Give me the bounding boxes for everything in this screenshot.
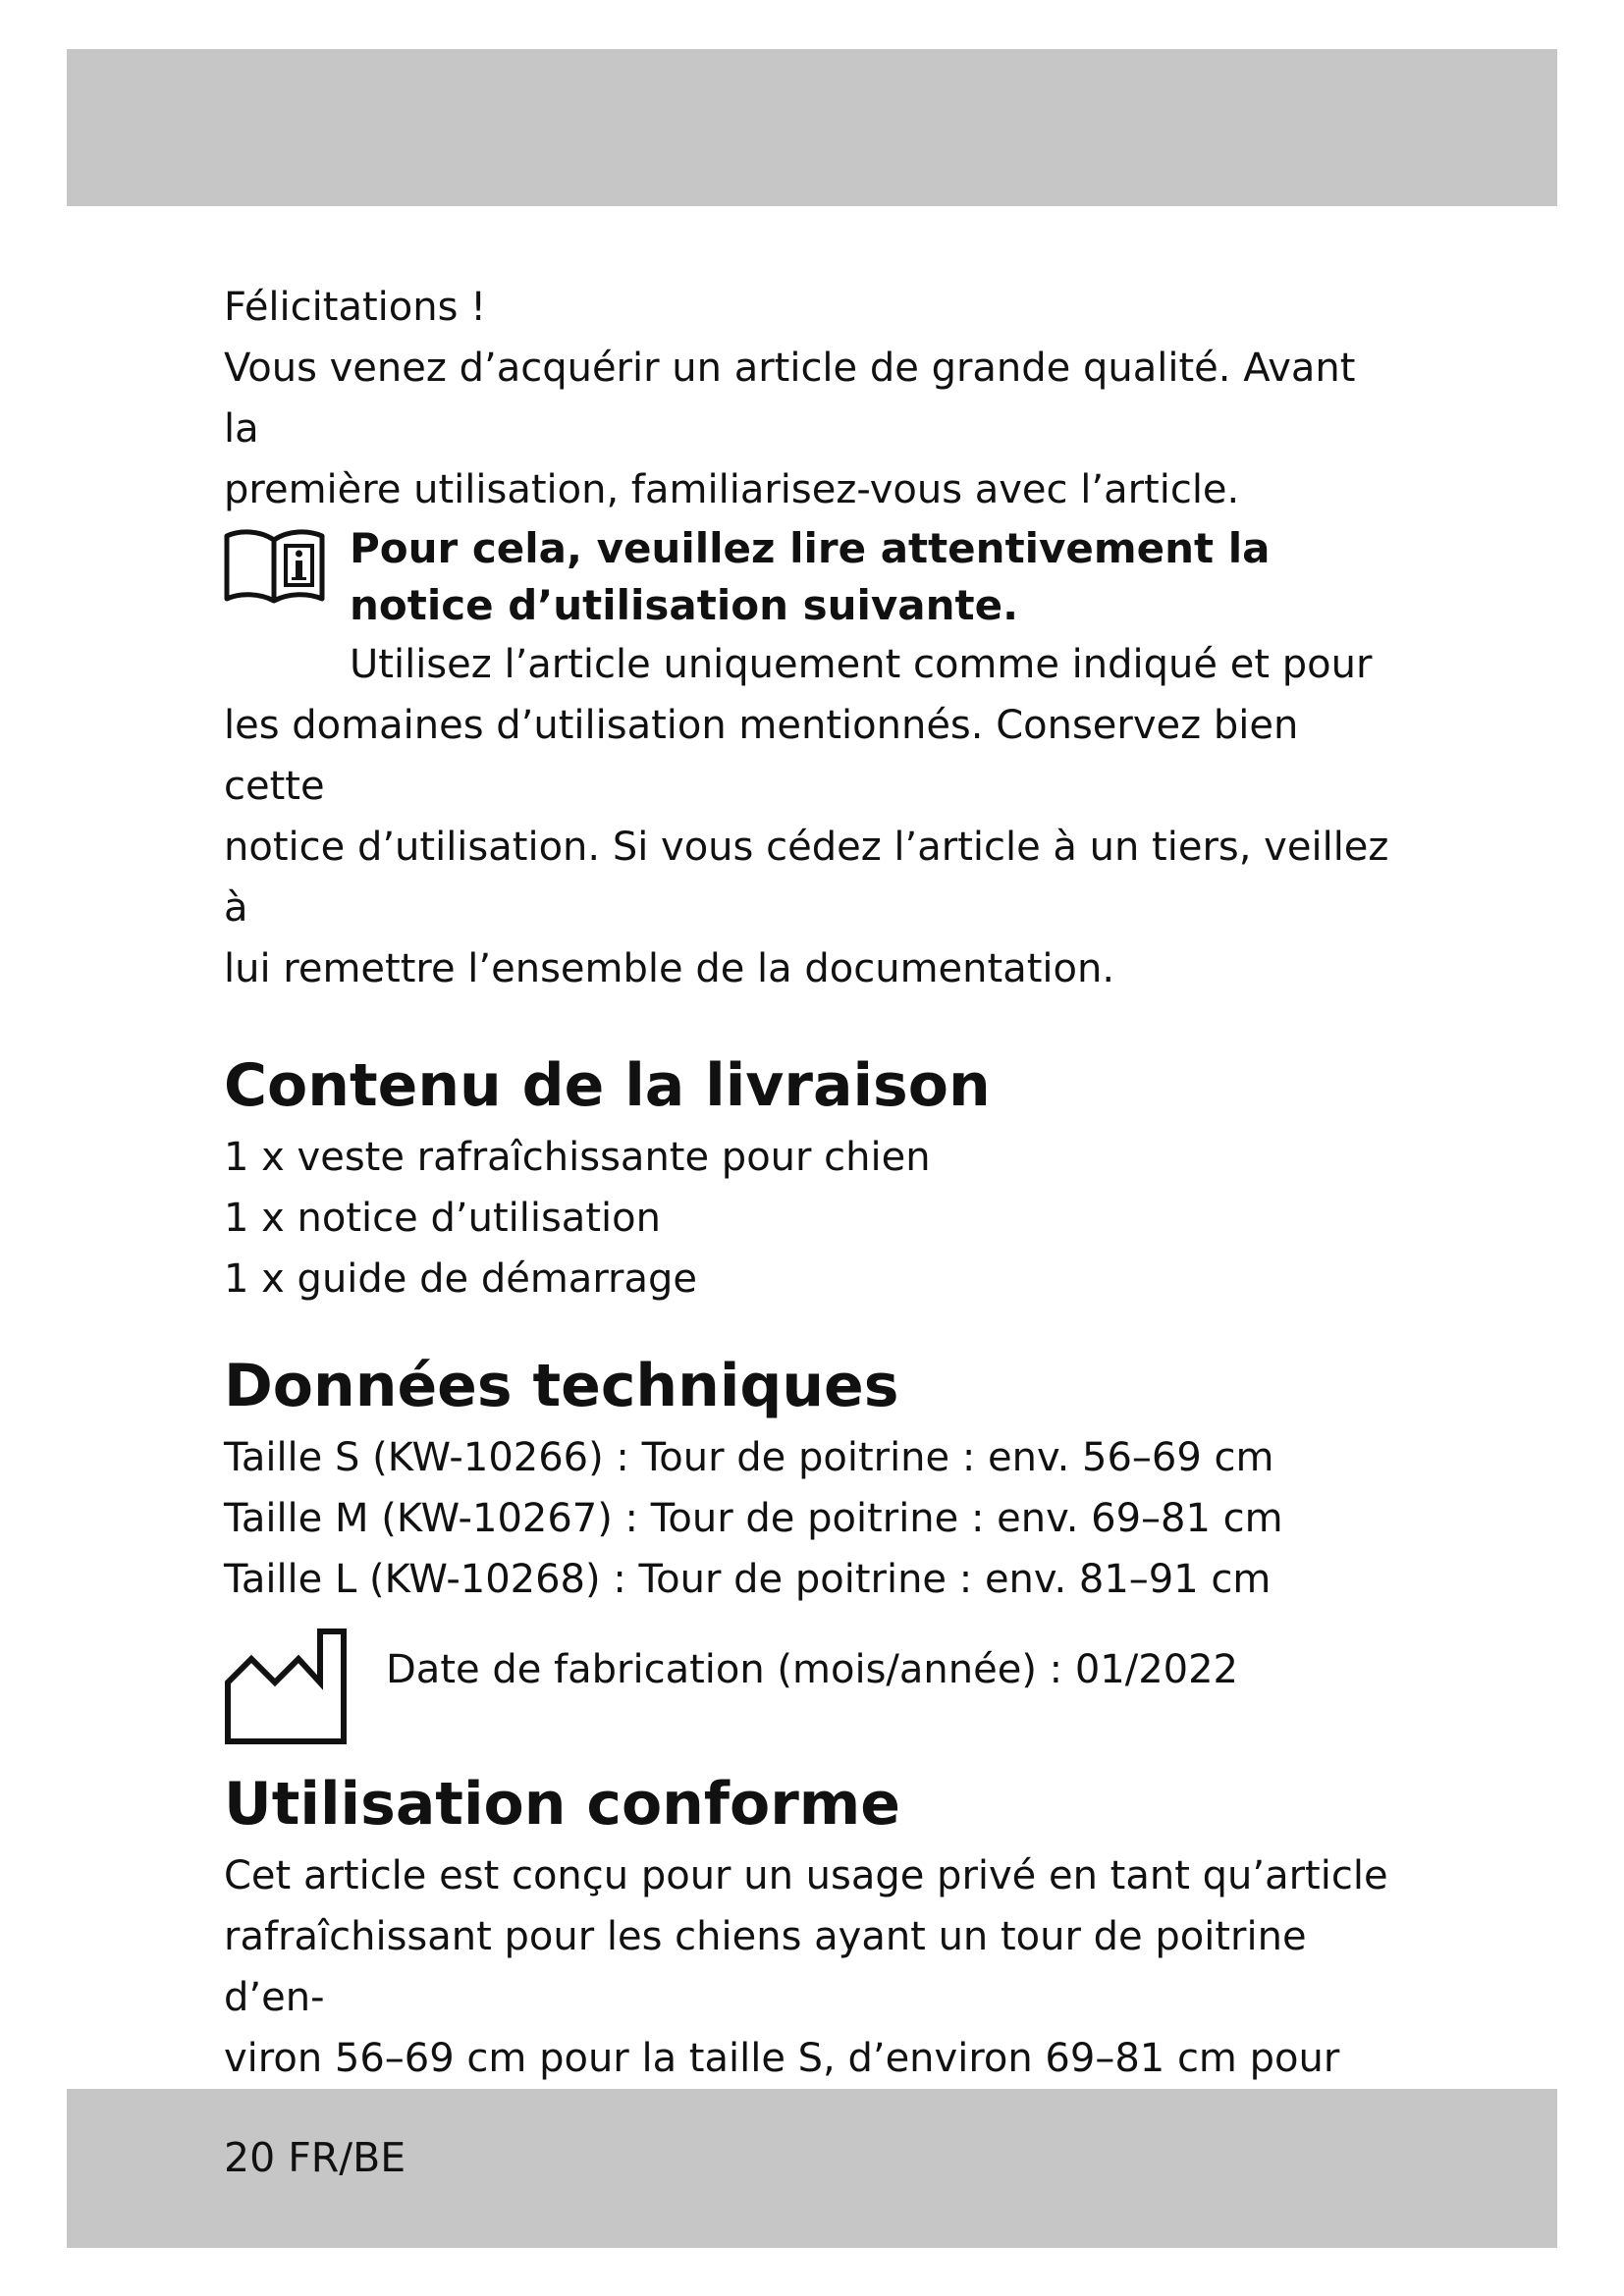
notice-paragraph-line: Utilisez l’article uniquement comme indiqué et pour xyxy=(350,642,1373,687)
list-item: 1 x guide de démarrage xyxy=(224,1256,698,1302)
usage-line: rafraîchissant pour les chiens ayant un tour de poitrine d’en- xyxy=(224,1914,1307,2020)
size-item: Taille S (KW-10266) : Tour de poitrine : env. 56–69 cm xyxy=(224,1435,1274,1480)
usage-line: viron 56–69 cm pour la taille S, d’environ 69–81 cm pour xyxy=(224,2036,1340,2081)
intro-line: première utilisation, familiarisez-vous avec l’article. xyxy=(224,467,1240,512)
greeting: Félicitations ! xyxy=(224,285,487,330)
section-heading-contenu: Contenu de la livraison xyxy=(224,1051,991,1120)
footer-band xyxy=(67,2089,1557,2248)
page-number: 20 FR/BE xyxy=(224,2134,406,2181)
intro-line: Vous venez d’acquérir un article de grande qualité. Avant la xyxy=(224,346,1356,452)
notice-paragraph-line: notice d’utilisation. Si vous cédez l’article à un tiers, veillez à xyxy=(224,825,1389,931)
list-item: 1 x veste rafraîchissante pour chien xyxy=(224,1135,931,1180)
header-band xyxy=(67,49,1557,206)
notice-bold-line: notice d’utilisation suivante. xyxy=(350,581,1019,629)
manufacture-date: Date de fabrication (mois/année) : 01/2022 xyxy=(386,1647,1239,1692)
list-item: 1 x notice d’utilisation xyxy=(224,1196,661,1241)
size-item: Taille M (KW-10267) : Tour de poitrine : env. 69–81 cm xyxy=(224,1496,1283,1541)
manufacture-date-row xyxy=(224,1628,1402,1745)
section-heading-donnees: Données techniques xyxy=(224,1352,899,1420)
notice-paragraph-line: lui remettre l’ensemble de la documentation. xyxy=(224,946,1115,991)
section-heading-utilisation: Utilisation conforme xyxy=(224,1770,901,1839)
notice-paragraph-line: les domaines d’utilisation mentionnés. Conservez bien cette xyxy=(224,703,1299,809)
notice-bold-line: Pour cela, veuillez lire attentivement la xyxy=(350,524,1271,572)
info-book-icon xyxy=(224,526,325,605)
delivery-list xyxy=(224,1127,1402,1309)
read-notice-block xyxy=(224,520,1402,634)
size-list xyxy=(224,1427,1402,1610)
size-item: Taille L (KW-10268) : Tour de poitrine : env. 81–91 cm xyxy=(224,1557,1272,1602)
usage-line: Cet article est conçu pour un usage privé en tant qu’article xyxy=(224,1853,1388,1898)
page-content xyxy=(224,277,1402,2150)
factory-icon xyxy=(224,1628,350,1745)
